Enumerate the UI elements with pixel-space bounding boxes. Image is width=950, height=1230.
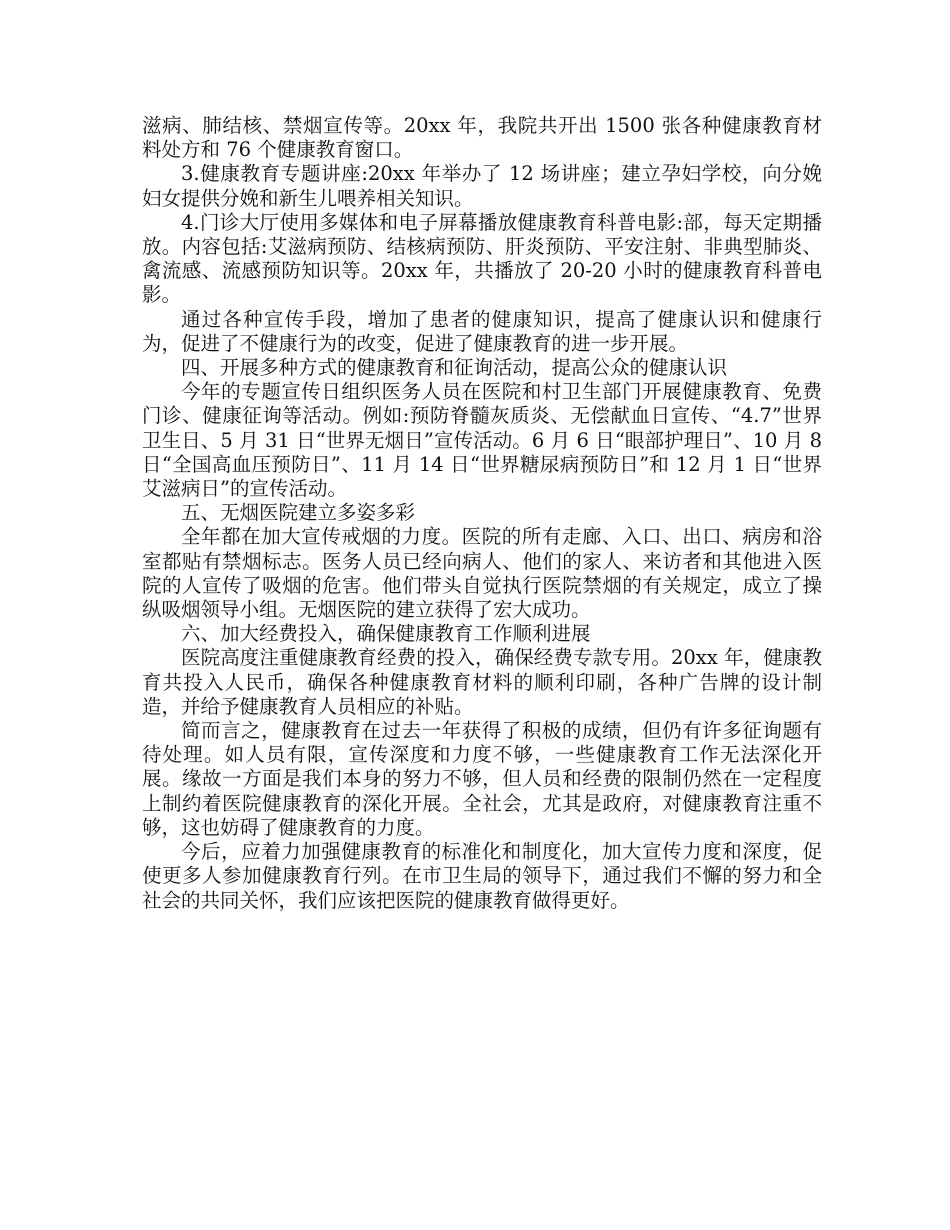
paragraph: 4.门诊大厅使用多媒体和电子屏幕播放健康教育科普电影:部，每天定期播放。内容包括:艾滋病预防、结核病预防、肝炎预防、平安注射、非典型肺炎、禽流感、流感预防知识等。20xx 年，共播放了 20-20 小时的健康教育科普电影。: [142, 210, 822, 307]
section-heading: 五、无烟医院建立多姿多彩: [181, 501, 416, 525]
section-heading: 四、开展多种方式的健康教育和征询活动，提高公众的健康认识: [181, 356, 728, 380]
paragraph: 滋病、肺结核、禁烟宣传等。20xx 年，我院共开出 1500 张各种健康教育材料处方和 76 个健康教育窗口。: [142, 114, 822, 162]
document-body: [142, 114, 822, 913]
paragraph: 简而言之，健康教育在过去一年获得了积极的成绩，但仍有许多征询题有待处理。如人员有限，宣传深度和力度不够，一些健康教育工作无法深化开展。缘故一方面是我们本身的努力不够，但人员和经费的限制仍然在一定程度上制约着医院健康教育的深化开展。全社会，尤其是政府，对健康教育注重不够，这也妨碍了健康教育的力度。: [142, 719, 822, 839]
paragraph: 医院高度注重健康教育经费的投入，确保经费专款专用。20xx 年，健康教育共投入人民币，确保各种健康教育材料的顺利印刷，各种广告牌的设计制造，并给予健康教育人员相应的补贴。: [142, 646, 822, 718]
paragraph: 今后，应着力加强健康教育的标准化和制度化，加大宣传力度和深度，促使更多人参加健康教育行列。在市卫生局的领导下，通过我们不懈的努力和全社会的共同关怀，我们应该把医院的健康教育做得更好。: [142, 840, 822, 912]
paragraph: 3.健康教育专题讲座:20xx 年举办了 12 场讲座；建立孕妇学校，向分娩妇女提供分娩和新生儿喂养相关知识。: [142, 162, 822, 210]
paragraph: 全年都在加大宣传戒烟的力度。医院的所有走廊、入口、出口、病房和浴室都贴有禁烟标志。医务人员已经向病人、他们的家人、来访者和其他进入医院的人宣传了吸烟的危害。他们带头自觉执行医院禁烟的有关规定，成立了操纵吸烟领导小组。无烟医院的建立获得了宏大成功。: [142, 525, 822, 622]
paragraph: 通过各种宣传手段，增加了患者的健康知识，提高了健康认识和健康行为，促进了不健康行为的改变，促进了健康教育的进一步开展。: [142, 307, 822, 355]
paragraph: 今年的专题宣传日组织医务人员在医院和村卫生部门开展健康教育、免费门诊、健康征询等活动。例如:预防脊髓灰质炎、无偿献血日宣传、“4.7”世界卫生日、5 月 31 日“世界无烟日”宣传活动。6 月 6 日“眼部护理日”、10 月 8 日“全国高血压预防日”、11 月 14 日“世界糖尿病预防日”和 12 月 1 日“世界艾滋病日”的宣传活动。: [142, 380, 822, 501]
section-heading: 六、加大经费投入，确保健康教育工作顺利进展: [181, 622, 591, 646]
